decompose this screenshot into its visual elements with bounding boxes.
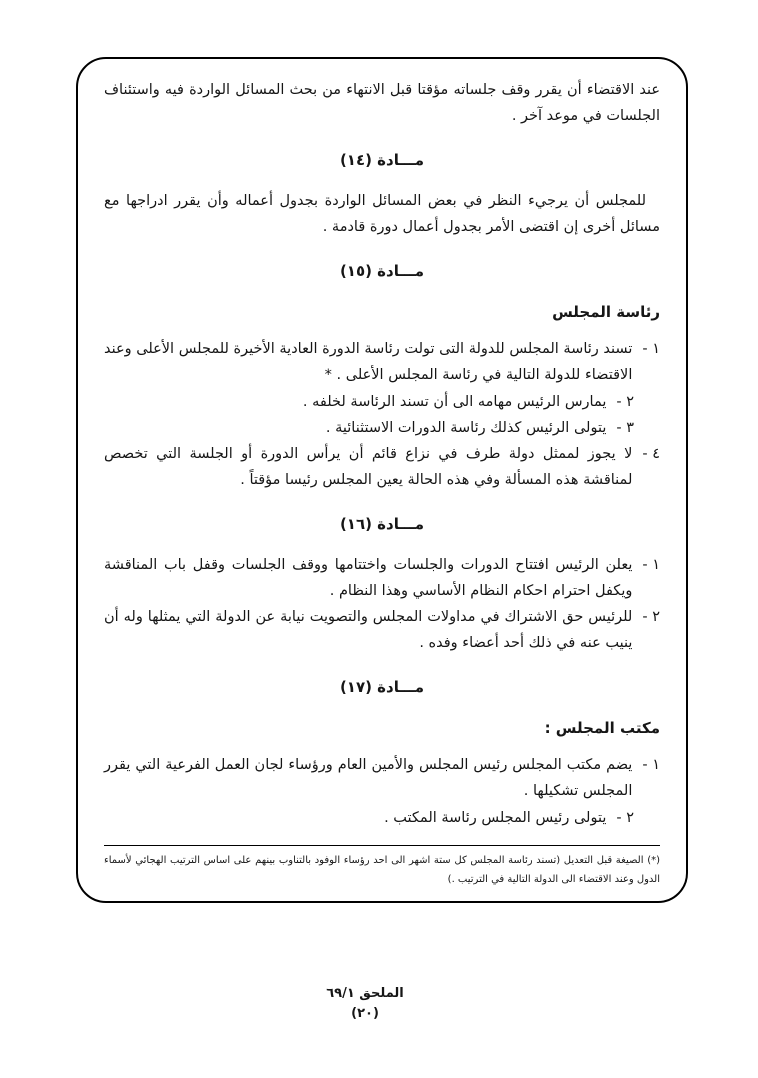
list-item-text: يضم مكتب المجلس رئيس المجلس والأمين العام ورؤساء لجان العمل الفرعية التي يقرر المجلس تشكيلها . [104,757,633,800]
list-item-number: ١ - [642,556,660,573]
list-item-number: ٣ - [616,419,634,436]
list-item-text: يعلن الرئيس افتتاح الدورات والجلسات واختتامها ووقف الجلسات وقفل باب المناقشة ويكفل احترام احكام النظام الأساسي وهذا النظام . [104,556,633,600]
list-item-text: يتولى الرئيس كذلك رئاسة الدورات الاستثنائية . [325,419,607,436]
council-bureau-heading: مكتب المجلس : [544,719,660,738]
footnote-block [104,845,660,889]
article-16-item-2 [104,604,660,656]
article-15-title: مـــادة (١٥) [339,262,425,281]
list-item-number: ٢ - [616,393,634,410]
article-14-body: للمجلس أن يرجيء النظر في بعض المسائل الواردة بجدول أعماله وأن يقرر ادراجها مع مسائل أخرى إن اقتضى الأمر بجدول أعمال دورة قادمة . [104,193,660,236]
article-14-title: مـــادة (١٤) [339,151,425,170]
list-item-number: ١ - [642,757,660,774]
article-17-item-1 [104,752,660,804]
list-item-number: ٢ - [642,609,660,626]
article-16-title: مـــادة (١٦) [339,514,425,533]
list-item-number: ١ - [642,341,660,358]
page-border-frame [76,57,688,903]
footnote-text: (*) الصيغة قبل التعديل (تسند رئاسة المجلس كل ستة اشهر الى احد رؤساء الوفود بالتناوب بينهم على اساس الترتيب الهجائي لأسماء الدول وعند الاقتضاء الى الدولة التالية في الترتيب .) [104,855,660,885]
article-15-item-1 [104,336,660,388]
list-item-number: ٤ - [642,445,660,462]
article-17-list [104,752,660,830]
list-item-text: يتولى رئيس المجلس رئاسة المكتب . [384,809,607,826]
list-item-text: لا يجوز لممثل دولة طرف في نزاع قائم أن يرأس الدورة أو الجلسة التي تخصص لمناقشة هذه المسألة وفي هذه الحالة يعين المجلس رئيسا مؤقتاً . [104,445,633,488]
article-15-item-2 [104,389,660,415]
page-number: (٢٠) [351,1006,379,1022]
page-footer [0,984,730,1024]
article-16-list [104,552,660,656]
intro-paragraph: عند الاقتضاء أن يقرر وقف جلساته مؤقتا قبل الانتهاء من بحث المسائل الواردة فيه واستئناف الجلسات في موعد آخر . [104,82,660,125]
annex-label: الملحق ٦٩/١ [326,986,404,1001]
article-15-list [104,336,660,493]
list-item-number: ٢ - [616,809,634,826]
article-15-item-3 [104,415,660,441]
list-item-text: تسند رئاسة المجلس للدولة التى تولت رئاسة الدورة العادية الأخيرة للمجلس الأعلى وعند الاقتضاء للدولة التالية في رئاسة المجلس الأعلى . * [104,341,633,384]
article-17-title: مـــادة (١٧) [339,678,425,697]
article-16-item-1 [104,552,660,604]
list-item-text: يمارس الرئيس مهامه الى أن تسند الرئاسة لخلفه . [302,393,607,410]
council-presidency-heading: رئاسة المجلس [552,303,660,322]
article-15-item-4 [104,441,660,493]
list-item-text: للرئيس حق الاشتراك في مداولات المجلس والتصويت نيابة عن الدولة التي يمثلها وله أن ينيب عنه في ذلك أحد أعضاء وفده . [104,609,633,652]
article-17-item-2 [104,805,660,831]
